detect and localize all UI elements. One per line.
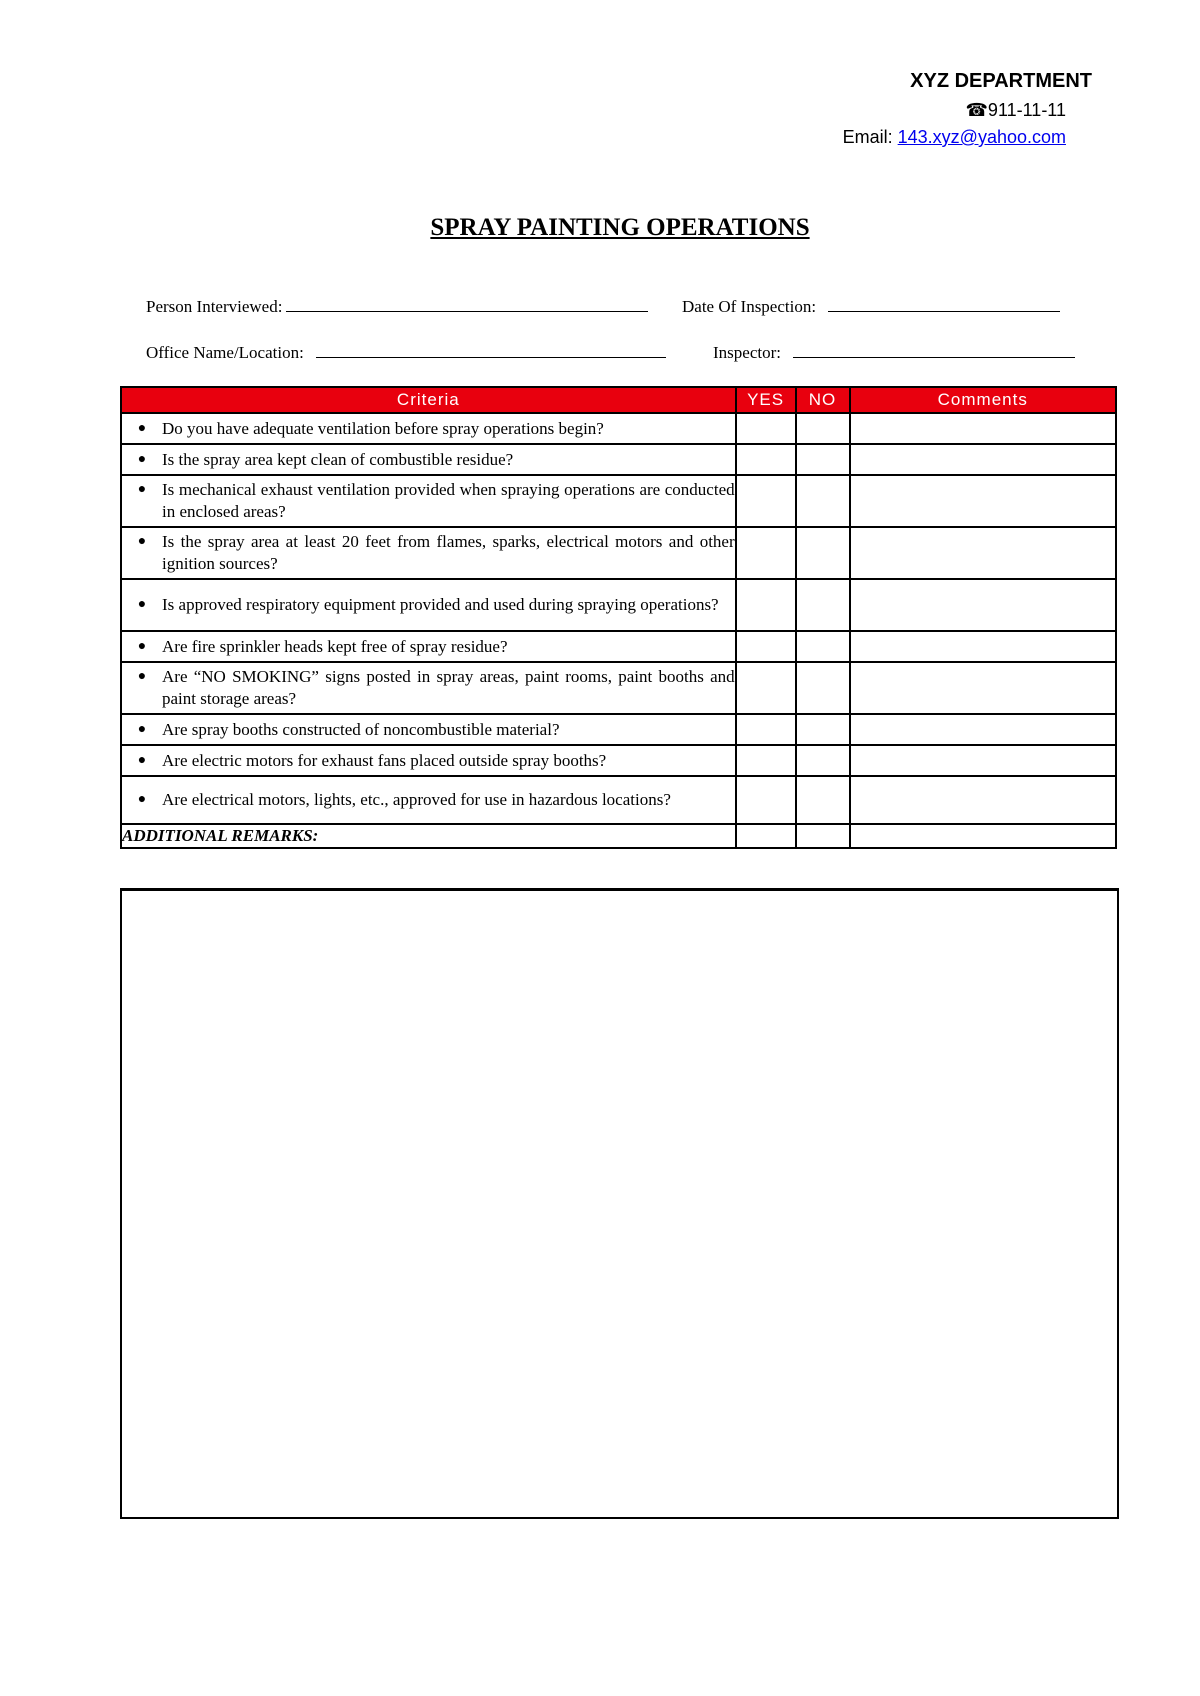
bullet-icon: ● (137, 792, 147, 807)
remarks-yes-cell (736, 824, 796, 848)
no-cell[interactable] (796, 662, 850, 714)
criteria-header: Criteria (121, 387, 736, 413)
criteria-cell (121, 527, 736, 579)
no-cell[interactable] (796, 631, 850, 662)
criteria-cell (121, 662, 736, 714)
criteria-cell (121, 444, 736, 475)
comments-cell[interactable] (850, 444, 1117, 475)
criteria-cell (121, 776, 736, 824)
criteria-cell (121, 475, 736, 527)
no-cell[interactable] (796, 776, 850, 824)
table-row (121, 714, 1116, 745)
inspector-label: Inspector: (713, 343, 781, 362)
criteria-text: Is the spray area at least 20 feet from flames, sparks, electrical motors and other ignition sources? (162, 532, 735, 573)
no-cell[interactable] (796, 579, 850, 631)
comments-cell[interactable] (850, 527, 1117, 579)
table-row (121, 475, 1116, 527)
yes-cell[interactable] (736, 413, 796, 444)
person-interviewed-line[interactable] (286, 310, 648, 312)
bullet-icon: ● (137, 752, 147, 768)
bullet-icon: ● (137, 638, 147, 654)
email-label: Email: (842, 127, 898, 147)
no-header: NO (796, 387, 850, 413)
additional-remarks-label: ADDITIONAL REMARKS: (121, 824, 736, 848)
criteria-text: Is approved respiratory equipment provided and used during spraying operations? (162, 595, 719, 614)
table-row (121, 527, 1116, 579)
additional-remarks-box[interactable] (120, 888, 1119, 1519)
yes-cell[interactable] (736, 714, 796, 745)
bullet-icon: ● (137, 597, 147, 612)
yes-cell[interactable] (736, 475, 796, 527)
no-cell[interactable] (796, 527, 850, 579)
yes-cell[interactable] (736, 776, 796, 824)
table-row (121, 413, 1116, 444)
yes-cell[interactable] (736, 579, 796, 631)
date-of-inspection-field[interactable] (682, 297, 1060, 317)
criteria-text: Are “NO SMOKING” signs posted in spray areas, paint rooms, paint booths and paint storage areas? (162, 667, 735, 708)
yes-header: YES (736, 387, 796, 413)
comments-cell[interactable] (850, 579, 1117, 631)
criteria-text: Are spray booths constructed of noncombustible material? (162, 719, 560, 739)
remarks-comments-cell (850, 824, 1117, 848)
remarks-row (121, 824, 1116, 848)
comments-cell[interactable] (850, 413, 1117, 444)
person-interviewed-field[interactable] (146, 297, 648, 317)
criteria-cell (121, 413, 736, 444)
criteria-cell (121, 631, 736, 662)
table-row (121, 662, 1116, 714)
comments-cell[interactable] (850, 662, 1117, 714)
table-row (121, 745, 1116, 776)
table-row (121, 631, 1116, 662)
criteria-cell (121, 579, 736, 631)
table-row (121, 776, 1116, 824)
criteria-cell (121, 745, 736, 776)
no-cell[interactable] (796, 413, 850, 444)
table-header-row (121, 387, 1116, 413)
criteria-cell (121, 714, 736, 745)
table-row (121, 579, 1116, 631)
table-row (121, 444, 1116, 475)
no-cell[interactable] (796, 475, 850, 527)
inspector-field[interactable] (713, 343, 1075, 363)
office-location-line[interactable] (316, 356, 666, 358)
bullet-icon: ● (137, 451, 147, 467)
yes-cell[interactable] (736, 444, 796, 475)
yes-cell[interactable] (736, 662, 796, 714)
no-cell[interactable] (796, 714, 850, 745)
page-title: SPRAY PAINTING OPERATIONS (430, 214, 810, 241)
office-location-field[interactable] (146, 343, 666, 363)
comments-cell[interactable] (850, 745, 1117, 776)
yes-cell[interactable] (736, 745, 796, 776)
bullet-icon: ● (137, 669, 147, 684)
email-line (843, 127, 1066, 148)
criteria-text: Are electric motors for exhaust fans placed outside spray booths? (162, 750, 607, 770)
phone-number: ☎911-11-11 (965, 100, 1066, 120)
person-interviewed-label: Person Interviewed: (146, 297, 283, 316)
comments-cell[interactable] (850, 631, 1117, 662)
criteria-text: Are fire sprinkler heads kept free of spray residue? (162, 636, 508, 656)
office-location-label: Office Name/Location: (146, 343, 304, 362)
criteria-text: Do you have adequate ventilation before spray operations begin? (162, 418, 604, 438)
no-cell[interactable] (796, 444, 850, 475)
bullet-icon: ● (137, 534, 147, 549)
bullet-icon: ● (137, 482, 147, 497)
criteria-text: Is mechanical exhaust ventilation provided when spraying operations are conducted in enclosed areas? (162, 480, 735, 521)
remarks-no-cell (796, 824, 850, 848)
email-link[interactable]: 143.xyz@yahoo.com (897, 127, 1066, 147)
no-cell[interactable] (796, 745, 850, 776)
department-name: XYZ DEPARTMENT (910, 70, 1092, 92)
comments-cell[interactable] (850, 475, 1117, 527)
yes-cell[interactable] (736, 631, 796, 662)
bullet-icon: ● (137, 721, 147, 737)
inspection-table (120, 386, 1117, 849)
yes-cell[interactable] (736, 527, 796, 579)
criteria-text: Is the spray area kept clean of combustible residue? (162, 449, 514, 469)
date-of-inspection-label: Date Of Inspection: (682, 297, 817, 316)
comments-cell[interactable] (850, 776, 1117, 824)
comments-cell[interactable] (850, 714, 1117, 745)
comments-header: Comments (850, 387, 1117, 413)
bullet-icon: ● (137, 420, 147, 436)
date-of-inspection-line[interactable] (828, 310, 1060, 312)
inspector-line[interactable] (793, 356, 1075, 358)
criteria-text: Are electrical motors, lights, etc., approved for use in hazardous locations? (162, 790, 671, 809)
